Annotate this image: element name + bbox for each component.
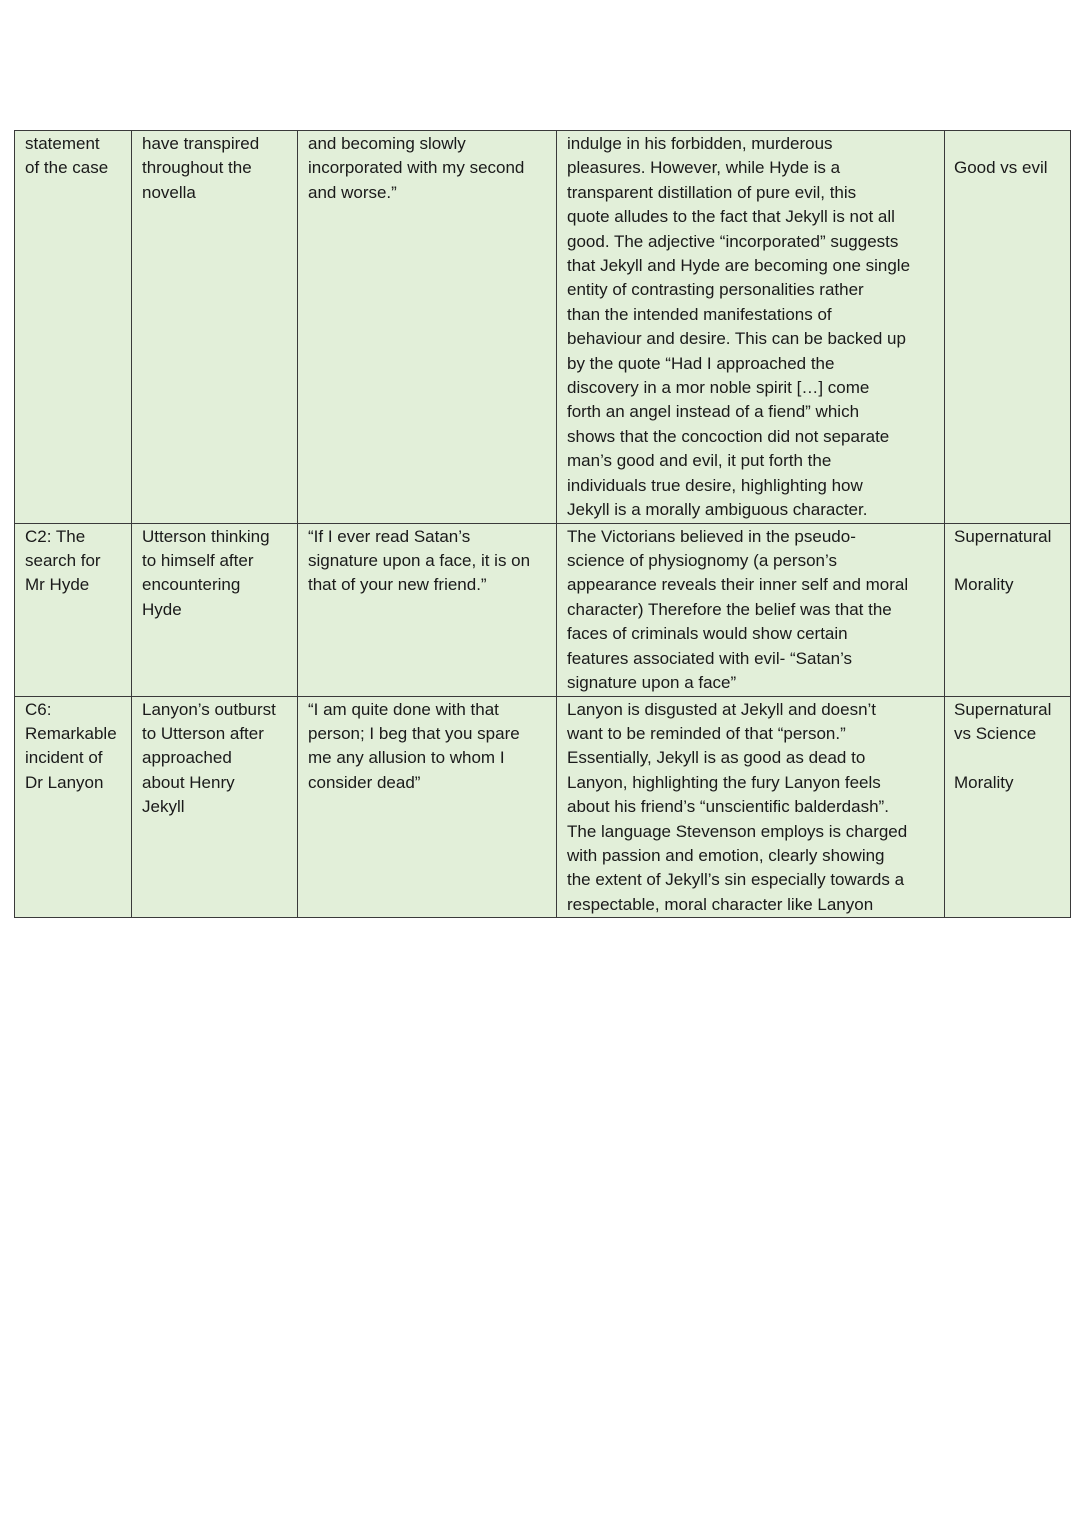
context-cell: have transpired throughout the novella xyxy=(132,131,298,524)
chapter-cell: C6: Remarkable incident of Dr Lanyon xyxy=(15,696,132,918)
quote-cell: “I am quite done with that person; I beg that you spare me any allusion to whom I consider dead” xyxy=(298,696,557,918)
context-cell: Utterson thinking to himself after encountering Hyde xyxy=(132,523,298,696)
context-cell: Lanyon’s outburst to Utterson after approached about Henry Jekyll xyxy=(132,696,298,918)
chapter-cell: C2: The search for Mr Hyde xyxy=(15,523,132,696)
themes-cell: Supernatural vs Science Morality xyxy=(945,696,1071,918)
analysis-table xyxy=(14,130,1071,918)
table-row xyxy=(15,696,1071,918)
analysis-cell: The Victorians believed in the pseudo- science of physiognomy (a person’s appearance reveals their inner self and moral character) Therefore the belief was that the faces of criminals would show certain features associated with evil- “Satan’s signature upon a face” xyxy=(557,523,945,696)
quote-cell: “If I ever read Satan’s signature upon a face, it is on that of your new friend.” xyxy=(298,523,557,696)
chapter-cell: statement of the case xyxy=(15,131,132,524)
analysis-cell: Lanyon is disgusted at Jekyll and doesn’t want to be reminded of that “person.” Essentially, Jekyll is as good as dead to Lanyon, highlighting the fury Lanyon feels about his friend’s “unscientific balderdash”. The language Stevenson employs is charged with passion and emotion, clearly showing the extent of Jekyll’s sin especially towards a respectable, moral character like Lanyon xyxy=(557,696,945,918)
themes-cell: Supernatural Morality xyxy=(945,523,1071,696)
themes-cell: Good vs evil xyxy=(945,131,1071,524)
analysis-cell: indulge in his forbidden, murderous pleasures. However, while Hyde is a transparent distillation of pure evil, this quote alludes to the fact that Jekyll is not all good. The adjective “incorporated” suggests that Jekyll and Hyde are becoming one single entity of contrasting personalities rather than the intended manifestations of behaviour and desire. This can be backed up by the quote “Had I approached the discovery in a mor noble spirit […] come forth an angel instead of a fiend” which shows that the concoction did not separate man’s good and evil, it put forth the individuals true desire, highlighting how Jekyll is a morally ambiguous character. xyxy=(557,131,945,524)
table-row xyxy=(15,523,1071,696)
table-row xyxy=(15,131,1071,524)
quote-cell: and becoming slowly incorporated with my second and worse.” xyxy=(298,131,557,524)
